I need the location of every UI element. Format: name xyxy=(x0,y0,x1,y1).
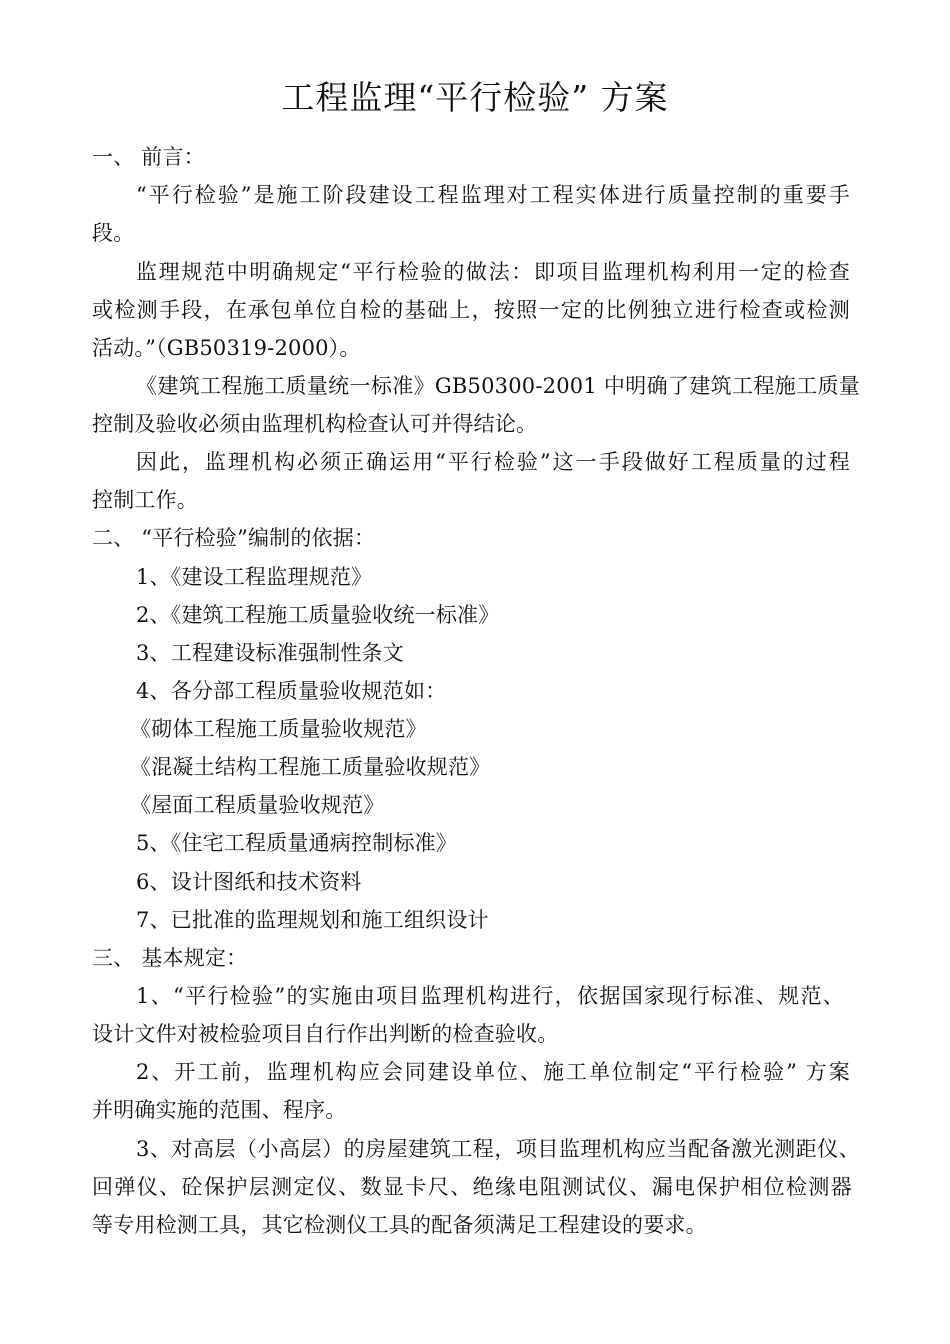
paragraph-line: “平行检验”是施工阶段建设工程监理对工程实体进行质量控制的重要手 xyxy=(136,183,850,207)
paragraph-line: 控制工作。 xyxy=(92,488,198,512)
paragraph-line: 或检测手段，在承包单位自检的基础上，按照一定的比例独立进行检查或检测 xyxy=(92,298,850,322)
paragraph-line: 控制及验收必须由监理机构检查认可并得结论。 xyxy=(92,412,538,436)
paragraph-line: 2、开工前，监理机构应会同建设单位、施工单位制定“平行检验” 方案 xyxy=(136,1060,850,1084)
paragraph-line: 3、对高层（小高层）的房屋建筑工程，项目监理机构应当配备激光测距仪、 xyxy=(136,1137,860,1161)
list-subitem: 《屋面工程质量验收规范》 xyxy=(130,793,385,817)
paragraph-line: 并明确实施的范围、程序。 xyxy=(92,1098,347,1122)
list-item: 4、各分部工程质量验收规范如： xyxy=(136,679,447,703)
paragraph-line: 《建筑工程施工质量统一标准》GB50300-2001 中明确了建筑工程施工质量 xyxy=(136,374,860,398)
list-item: 6、设计图纸和技术资料 xyxy=(136,870,362,894)
paragraph-line: 段。 xyxy=(92,221,135,245)
paragraph-line: 设计文件对被检验项目自行作出判断的检查验收。 xyxy=(92,1022,559,1046)
paragraph-line: 因此，监理机构必须正确运用“平行检验”这一手段做好工程质量的过程 xyxy=(136,450,850,474)
paragraph-line: 等专用检测工具，其它检测仪工具的配备须满足工程建设的要求。 xyxy=(92,1213,707,1237)
list-subitem: 《砌体工程施工质量验收规范》 xyxy=(130,717,427,741)
list-item: 5、《住宅工程质量通病控制标准》 xyxy=(136,831,458,855)
list-item: 1、《建设工程监理规范》 xyxy=(136,565,373,589)
document-title: 工程监理“平行检验” 方案 xyxy=(281,78,669,117)
list-item: 7、已批准的监理规划和施工组织设计 xyxy=(136,908,489,932)
list-item: 2、《建筑工程施工质量验收统一标准》 xyxy=(136,603,500,627)
list-subitem: 《混凝土结构工程施工质量验收规范》 xyxy=(130,755,491,779)
paragraph-line: 监理规范中明确规定“平行检验的做法：即项目监理机构利用一定的检查 xyxy=(136,260,850,284)
paragraph-line: 活动。”（GB50319-2000）。 xyxy=(92,336,361,360)
section-heading-basis: 二、 “平行检验”编制的依据： xyxy=(92,526,376,550)
list-item: 3、工程建设标准强制性条文 xyxy=(136,641,404,665)
section-heading-basic-rules: 三、 基本规定： xyxy=(92,946,248,970)
paragraph-line: 1、“平行检验”的实施由项目监理机构进行，依据国家现行标准、规范、 xyxy=(136,984,844,1008)
paragraph-line: 回弹仪、砼保护层测定仪、数显卡尺、绝缘电阻测试仪、漏电保护相位检测器 xyxy=(92,1175,852,1199)
section-heading-preface: 一、 前言： xyxy=(92,145,205,169)
